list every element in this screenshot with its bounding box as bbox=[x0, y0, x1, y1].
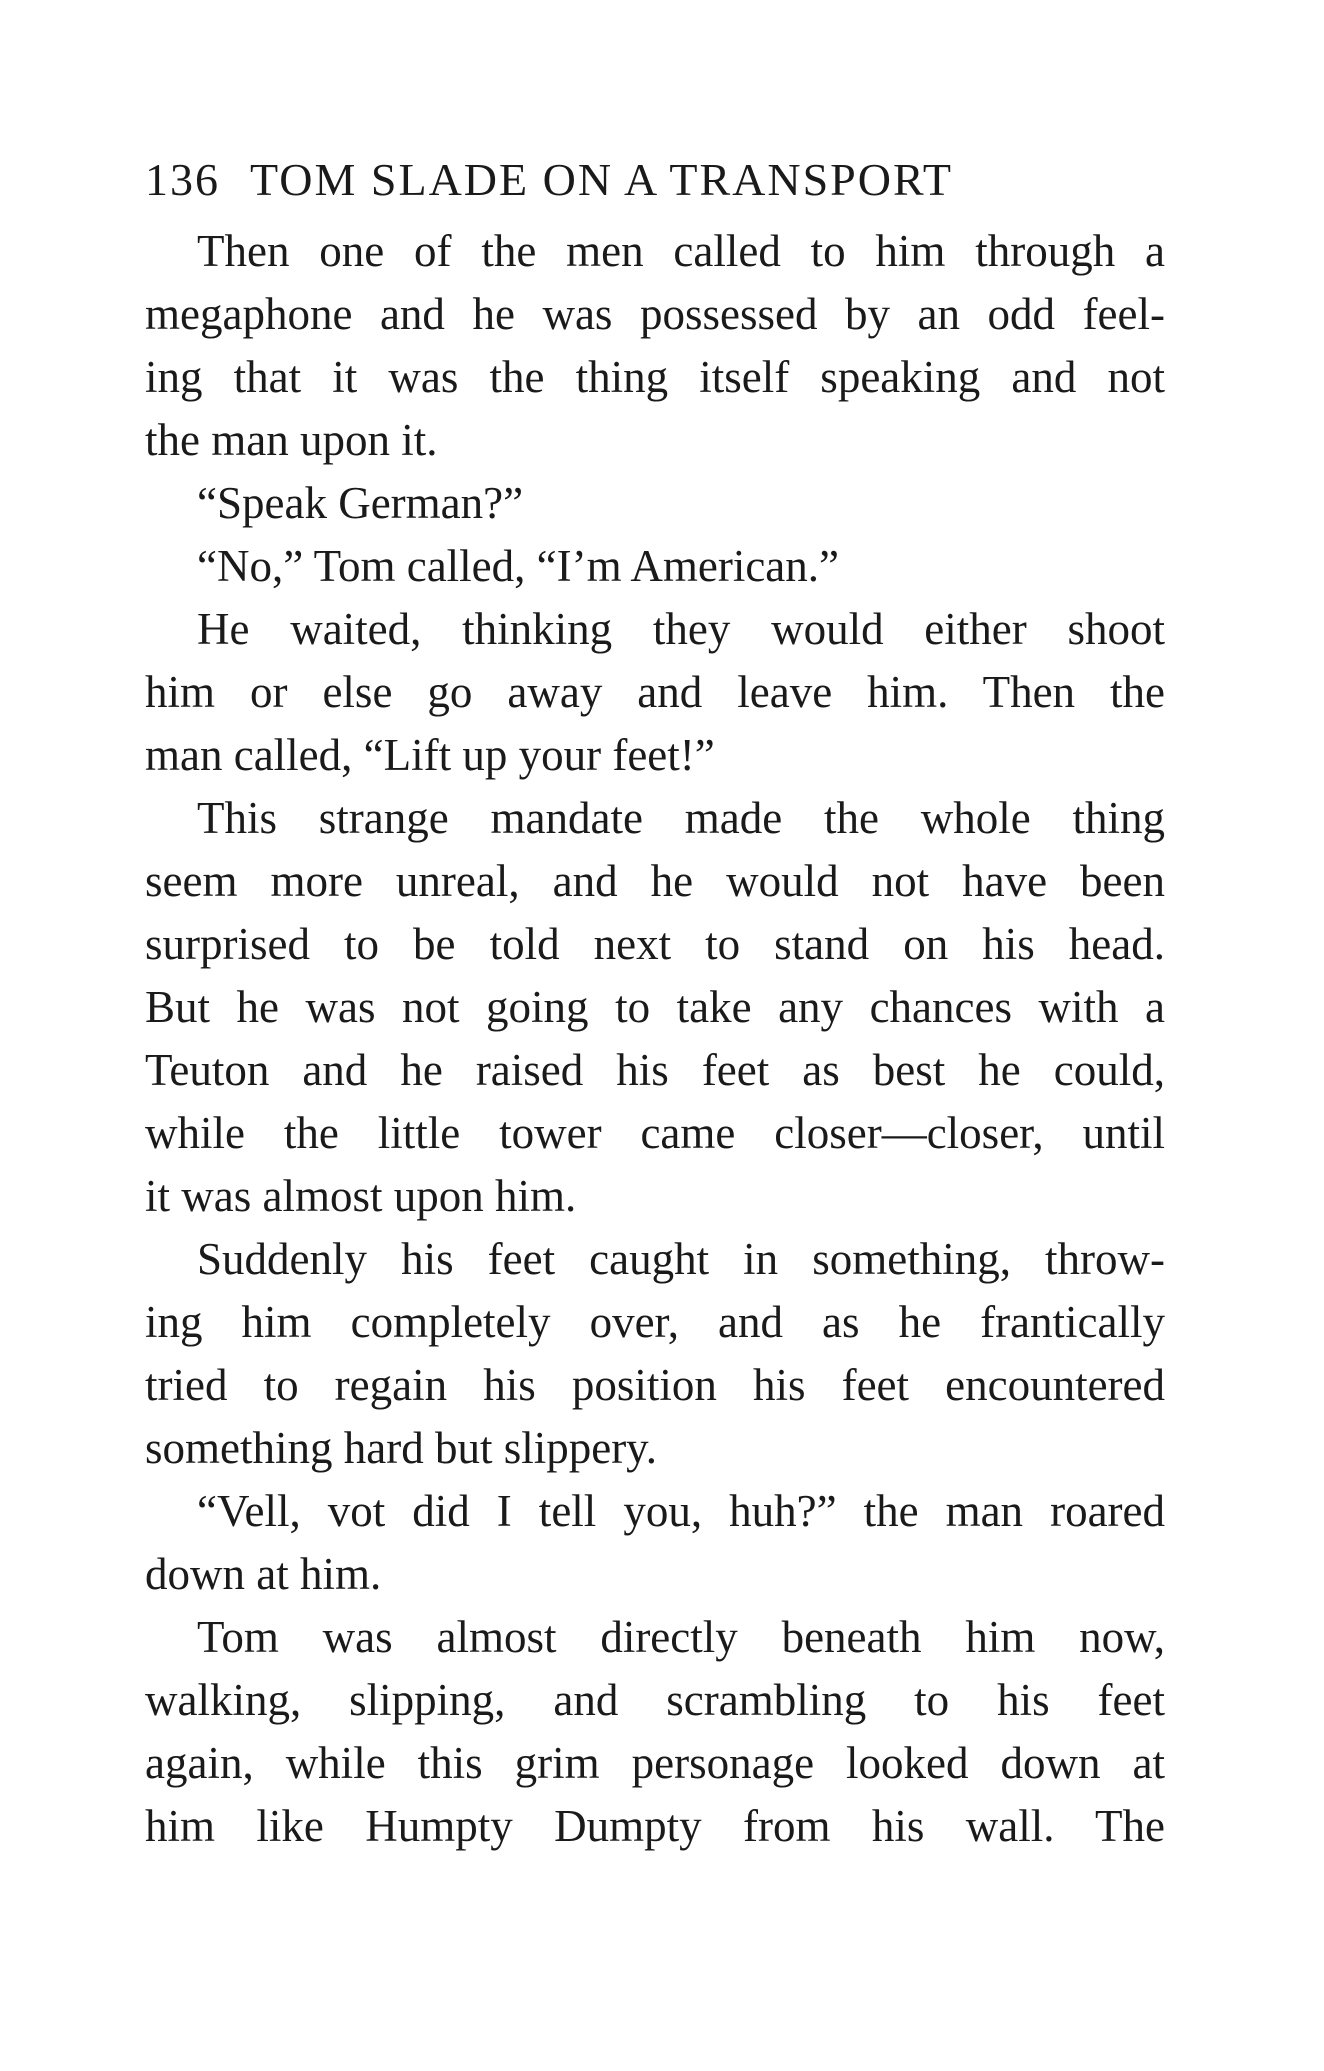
text-line: man called, “Lift up your feet!” bbox=[145, 730, 715, 780]
text-line: the man upon it. bbox=[145, 415, 438, 465]
paragraph bbox=[145, 220, 1165, 472]
paragraph bbox=[145, 1606, 1165, 1858]
paragraph bbox=[145, 787, 1165, 1228]
text-line: “No,” Tom called, “I’m American.” bbox=[197, 541, 839, 591]
text-line: This strange mandate made the whole thing bbox=[197, 793, 1165, 843]
book-page bbox=[145, 150, 1165, 1858]
text-line: ing that it was the thing itself speaking and not bbox=[145, 352, 1165, 402]
text-line: him or else go away and leave him. Then the bbox=[145, 667, 1165, 717]
text-line: again, while this grim personage looked down at bbox=[145, 1738, 1165, 1788]
paragraph bbox=[145, 1480, 1165, 1606]
text-line: Teuton and he raised his feet as best he could, bbox=[145, 1045, 1165, 1095]
text-line: tried to regain his position his feet encountered bbox=[145, 1360, 1165, 1410]
text-line: it was almost upon him. bbox=[145, 1171, 577, 1221]
text-line: Suddenly his feet caught in something, throw- bbox=[197, 1234, 1165, 1284]
text-line: while the little tower came closer—closer, until bbox=[145, 1108, 1165, 1158]
text-line: Tom was almost directly beneath him now, bbox=[197, 1612, 1165, 1662]
text-line: ing him completely over, and as he frantically bbox=[145, 1297, 1165, 1347]
paragraph bbox=[145, 1228, 1165, 1480]
text-line: But he was not going to take any chances with a bbox=[145, 982, 1165, 1032]
text-line: “Speak German?” bbox=[197, 478, 524, 528]
page-number: 136 bbox=[145, 154, 220, 205]
text-line: megaphone and he was possessed by an odd feel- bbox=[145, 289, 1165, 339]
text-line: “Vell, vot did I tell you, huh?” the man roared bbox=[197, 1486, 1165, 1536]
paragraph bbox=[145, 472, 1165, 535]
text-line: Then one of the men called to him through a bbox=[197, 226, 1165, 276]
text-line: walking, slipping, and scrambling to his feet bbox=[145, 1675, 1165, 1725]
text-line: down at him. bbox=[145, 1549, 382, 1599]
paragraph bbox=[145, 535, 1165, 598]
running-title: TOM SLADE ON A TRANSPORT bbox=[250, 154, 953, 205]
text-line: He waited, thinking they would either shoot bbox=[197, 604, 1165, 654]
paragraph bbox=[145, 598, 1165, 787]
text-line: something hard but slippery. bbox=[145, 1423, 658, 1473]
running-head bbox=[145, 150, 1165, 210]
text-line: him like Humpty Dumpty from his wall. The bbox=[145, 1801, 1165, 1851]
body-text bbox=[145, 220, 1165, 1858]
text-line: seem more unreal, and he would not have been bbox=[145, 856, 1165, 906]
text-line: surprised to be told next to stand on his head. bbox=[145, 919, 1165, 969]
